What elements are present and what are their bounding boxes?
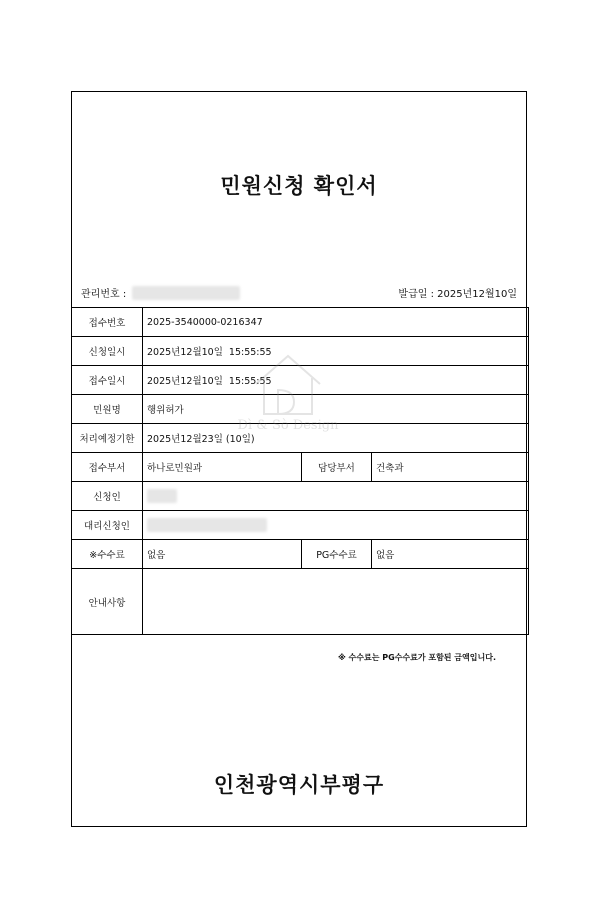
applicant-value bbox=[143, 482, 529, 511]
management-number-label: 관리번호 : bbox=[81, 289, 127, 300]
issuing-authority: 인천광역시부평구 bbox=[213, 773, 385, 797]
apply-datetime-label: 신청일시 bbox=[72, 337, 143, 366]
table-row bbox=[72, 308, 529, 337]
pg-fee-value: 없음 bbox=[372, 540, 529, 569]
responsible-dept-label: 담당부서 bbox=[302, 453, 372, 482]
petition-name-label: 민원명 bbox=[72, 395, 143, 424]
applicant-redacted bbox=[147, 489, 177, 503]
table-row bbox=[72, 540, 529, 569]
applicant-label: 신청인 bbox=[72, 482, 143, 511]
table-row bbox=[72, 424, 529, 453]
notice-value bbox=[143, 569, 529, 635]
receipt-datetime-value: 2025년12월10일 15:55:55 bbox=[143, 366, 529, 395]
receipt-no-value: 2025-3540000-0216347 bbox=[143, 308, 529, 337]
agent-redacted bbox=[147, 518, 267, 532]
table-row bbox=[72, 569, 529, 635]
fee-value: 없음 bbox=[143, 540, 302, 569]
table-row bbox=[72, 395, 529, 424]
fee-footnote: ※ 수수료는 PG수수료가 포함된 금액입니다. bbox=[337, 653, 496, 662]
apply-datetime-value: 2025년12월10일 15:55:55 bbox=[143, 337, 529, 366]
agent-label: 대리신청인 bbox=[72, 511, 143, 540]
info-table bbox=[71, 307, 529, 635]
table-row bbox=[72, 366, 529, 395]
receipt-datetime-label: 접수일시 bbox=[72, 366, 143, 395]
issue-date: 발급일 : 2025년12월10일 bbox=[398, 289, 517, 300]
pg-fee-label: PG수수료 bbox=[302, 540, 372, 569]
receipt-dept-label: 접수부서 bbox=[72, 453, 143, 482]
due-date-label: 처리예정기한 bbox=[72, 424, 143, 453]
receipt-no-label: 접수번호 bbox=[72, 308, 143, 337]
fee-label: ※수수료 bbox=[72, 540, 143, 569]
document-title: 민원신청 확인서 bbox=[220, 174, 378, 198]
management-number bbox=[81, 285, 240, 300]
agent-value bbox=[143, 511, 529, 540]
petition-name-value: 행위허가 bbox=[143, 395, 529, 424]
table-row bbox=[72, 511, 529, 540]
table-row bbox=[72, 482, 529, 511]
receipt-dept-value: 하나로민원과 bbox=[143, 453, 302, 482]
table-row bbox=[72, 453, 529, 482]
management-number-redacted bbox=[132, 286, 240, 300]
table-row bbox=[72, 337, 529, 366]
watermark-text: Dì & Sò Design bbox=[237, 418, 339, 433]
responsible-dept-value: 건축과 bbox=[372, 453, 529, 482]
petition-confirmation-document bbox=[71, 91, 527, 827]
due-date-value: 2025년12월23일 (10일) bbox=[143, 424, 529, 453]
notice-label: 안내사항 bbox=[72, 569, 143, 635]
